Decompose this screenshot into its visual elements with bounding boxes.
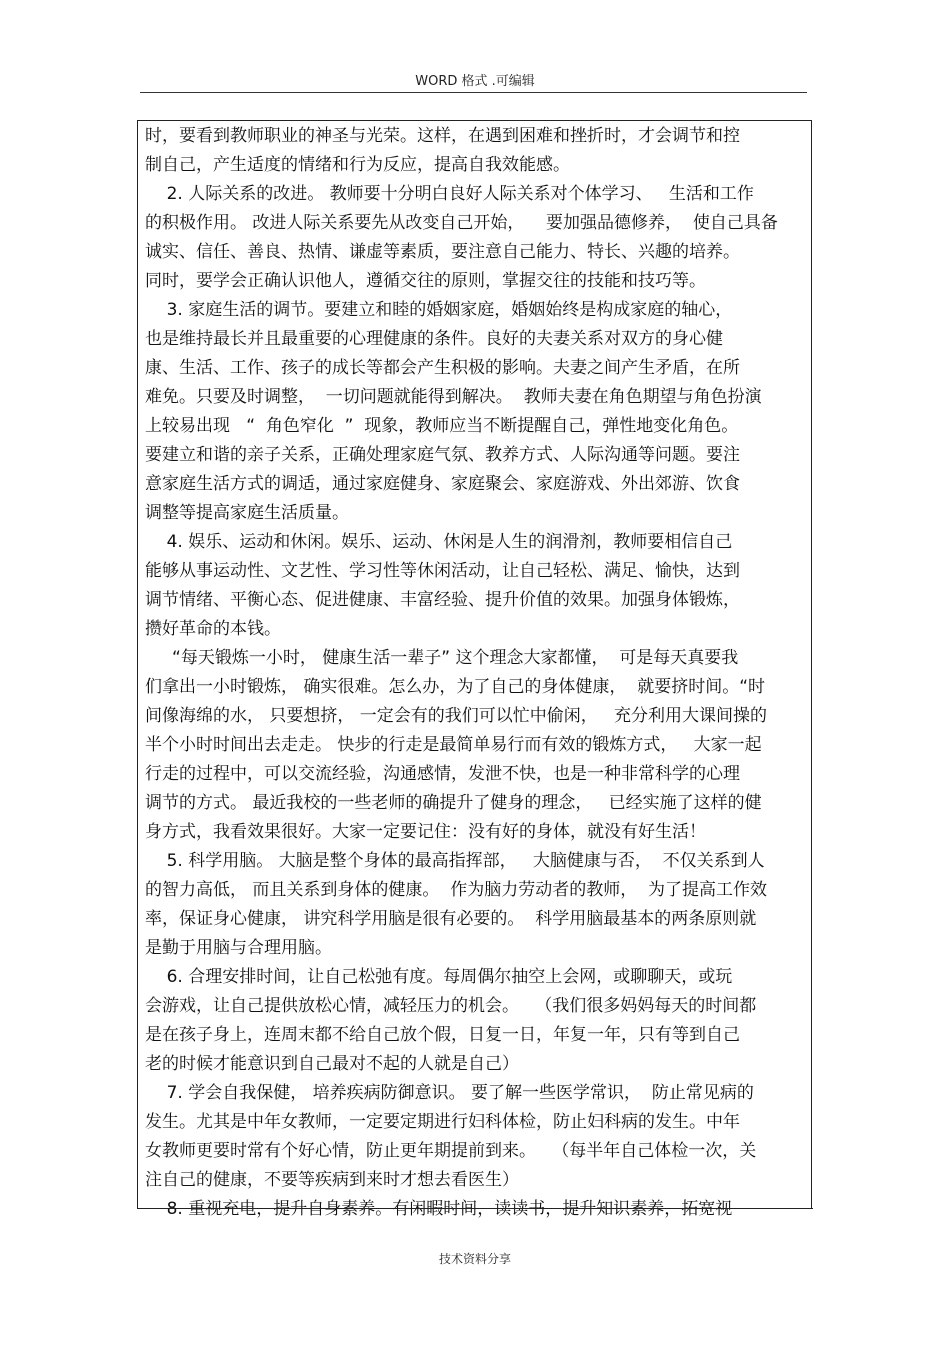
text-line: 是在孩子身上，连周末都不给自己放个假，日复一日，年复一年，只有等到自己 [145,1025,740,1045]
text-line: 3. 家庭生活的调节。要建立和睦的婚姻家庭，婚姻始终是构成家庭的轴心， [145,300,733,320]
text-line: 身方式，我看效果很好。大家一定要记住：没有好的身体，就没有好生活！ [145,822,706,842]
text-line: 是勤于用脑与合理用脑。 [145,938,332,958]
text-line: 率，保证身心健康， 讲究科学用脑是很有必要的。 科学用脑最基本的两条原则就 [145,909,757,929]
body-text [145,122,805,1224]
text-line: 意家庭生活方式的调适，通过家庭健身、家庭聚会、家庭游戏、外出郊游、饮食 [145,474,740,494]
text-line: 发生。尤其是中年女教师，一定要定期进行妇科体检，防止妇科病的发生。中年 [145,1112,740,1132]
text-line: 们拿出一小时锻炼， 确实很难。怎么办，为了自己的身体健康， 就要挤时间。“时 [145,677,766,697]
text-line: 6. 合理安排时间，让自己松弛有度。每周偶尔抽空上会网，或聊聊天，或玩 [145,967,733,987]
content-box-bottom-border [137,1208,813,1209]
text-line: 制自己，产生适度的情绪和行为反应，提高自我效能感。 [145,155,570,175]
text-line: 调整等提高家庭生活质量。 [145,503,349,523]
text-line: 5. 科学用脑。 大脑是整个身体的最高指挥部， 大脑健康与否， 不仅关系到人 [145,851,765,871]
text-line: 的智力高低， 而且关系到身体的健康。 作为脑力劳动者的教师， 为了提高工作效 [145,880,768,900]
text-line: 调节情绪、平衡心态、促进健康、丰富经验、提升价值的效果。加强身体锻炼， [145,590,740,610]
page-footer: 技术资料分享 [438,1252,511,1266]
text-line: 调节的方式。 最近我校的一些老师的确提升了健身的理念， 已经实施了这样的健 [145,793,762,813]
text-line: 老的时候才能意识到自己最对不起的人就是自己） [145,1054,519,1074]
text-line: 半个小时时间出去走走。 快步的行走是最简单易行而有效的锻炼方式， 大家一起 [145,735,762,755]
text-line: “每天锻炼一小时， 健康生活一辈子” 这个理念大家都懂， 可是每天真要我 [145,648,739,668]
text-line: 上较易出现 “ 角色窄化 ” 现象，教师应当不断提醒自己，弹性地变化角色。 [145,416,739,436]
text-line: 能够从事运动性、文艺性、学习性等休闲活动，让自己轻松、满足、愉快，达到 [145,561,740,581]
text-line: 攒好革命的本钱。 [145,619,281,639]
header-divider [140,92,807,93]
text-line: 注自己的健康，不要等疾病到来时才想去看医生） [145,1170,519,1190]
text-line: 8. 重视充电，提升自身素养。有闲暇时间，读读书，提升知识素养，拓宽视 [145,1199,733,1219]
text-line: 会游戏，让自己提供放松心情，减轻压力的机会。 （我们很多妈妈每天的时间都 [145,996,757,1016]
text-line: 的积极作用。 改进人际关系要先从改变自己开始， 要加强品德修养， 使自己具备 [145,213,778,233]
text-line: 女教师更要时常有个好心情，防止更年期提前到来。 （每半年自己体检一次，关 [145,1141,757,1161]
text-line: 4. 娱乐、运动和休闲。娱乐、运动、休闲是人生的润滑剂，教师要相信自己 [145,532,733,552]
text-line: 同时，要学会正确认识他人，遵循交往的原则，掌握交往的技能和技巧等。 [145,271,706,291]
text-line: 难免。只要及时调整， 一切问题就能得到解决。 教师夫妻在角色期望与角色扮演 [145,387,762,407]
text-line: 康、生活、工作、孩子的成长等都会产生积极的影响。夫妻之间产生矛盾，在所 [145,358,740,378]
text-line: 也是维持最长并且最重要的心理健康的条件。良好的夫妻关系对双方的身心健 [145,329,723,349]
text-line: 诚实、信任、善良、热情、谦虚等素质，要注意自己能力、特长、兴趣的培养。 [145,242,740,262]
page-header: WORD 格式 .可编辑 [415,74,535,89]
text-line: 7. 学会自我保健， 培养疾病防御意识。 要了解一些医学常识， 防止常见病的 [145,1083,754,1103]
text-line: 时，要看到教师职业的神圣与光荣。这样，在遇到困难和挫折时，才会调节和控 [145,126,740,146]
content-box [137,120,812,1219]
text-line: 要建立和谐的亲子关系，正确处理家庭气氛、教养方式、人际沟通等问题。要注 [145,445,740,465]
text-line: 行走的过程中，可以交流经验，沟通感情，发泄不快，也是一种非常科学的心理 [145,764,740,784]
text-line: 间像海绵的水， 只要想挤， 一定会有的我们可以忙中偷闲， 充分利用大课间操的 [145,706,768,726]
text-line: 2. 人际关系的改进。 教师要十分明白良好人际关系对个体学习、 生活和工作 [145,184,754,204]
